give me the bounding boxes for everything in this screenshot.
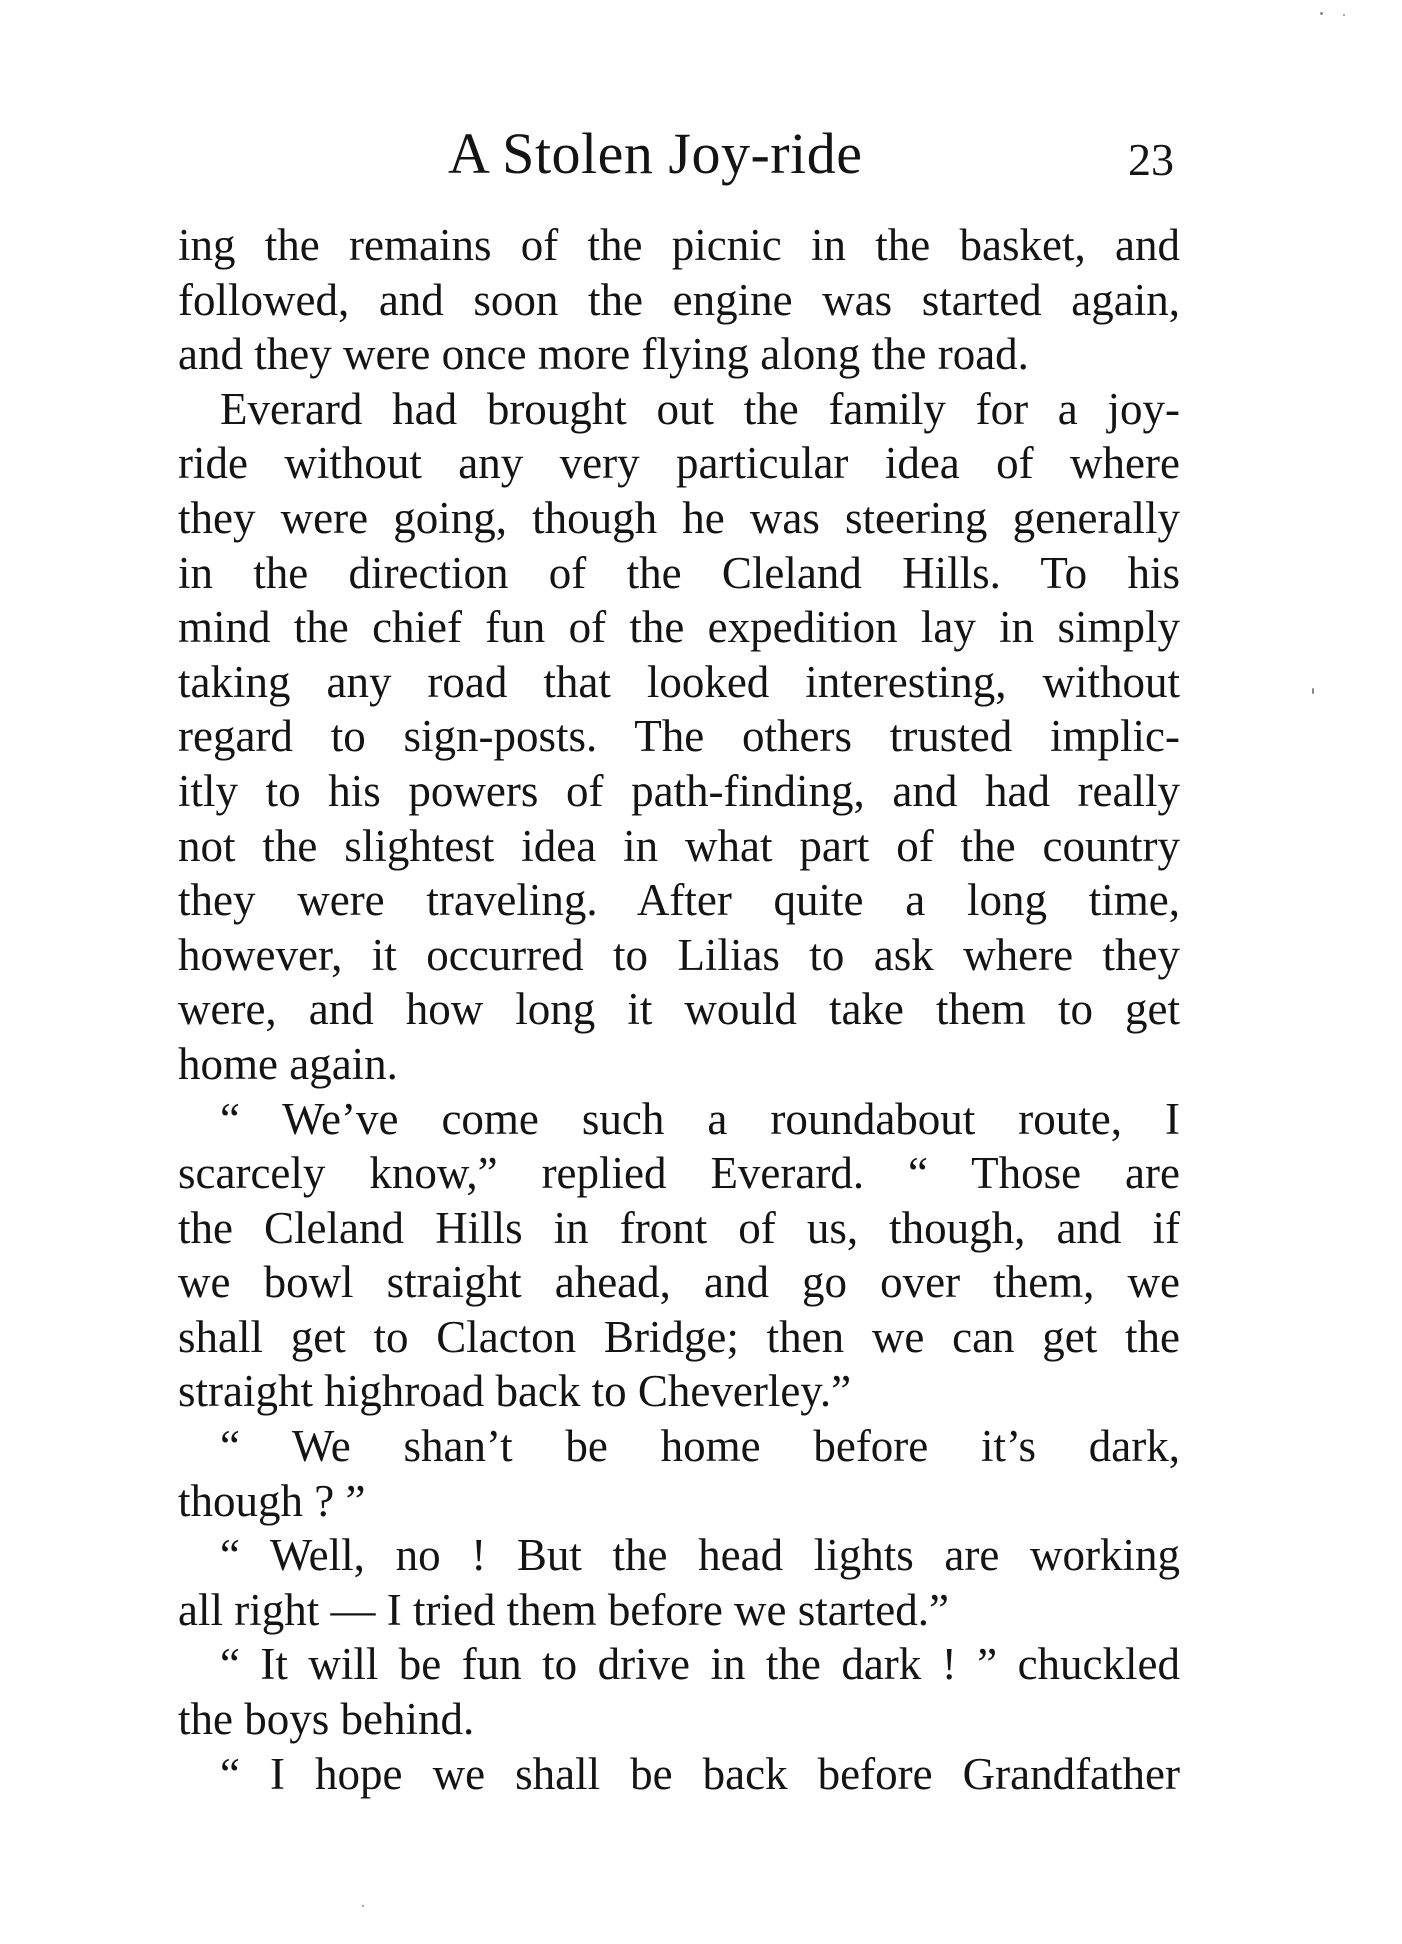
text-line: “ We shan’t be home before it’s dark, <box>220 1421 1180 1472</box>
text-line: shall get to Clacton Bridge; then we can get the <box>178 1311 1180 1362</box>
text-line: the Cleland Hills in front of us, though, and if <box>178 1202 1180 1253</box>
text-line: regard to sign-posts. The others trusted implic- <box>178 711 1180 762</box>
text-line: they were going, though he was steering generally <box>178 492 1180 543</box>
paper-speck <box>1343 14 1345 16</box>
text-line: though ? ” <box>178 1475 366 1526</box>
text-line: not the slightest idea in what part of the country <box>178 820 1180 871</box>
text-line: home again. <box>178 1038 398 1089</box>
text-line: Everard had brought out the family for a joy- <box>220 383 1180 434</box>
text-line: “ Well, no ! But the head lights are working <box>220 1530 1180 1581</box>
paper-speck <box>362 1905 364 1907</box>
text-line: the boys behind. <box>178 1694 475 1745</box>
text-line: scarcely know,” replied Everard. “ Those are <box>178 1148 1180 1199</box>
text-line: however, it occurred to Lilias to ask where they <box>178 929 1180 980</box>
text-line: followed, and soon the engine was started again, <box>178 274 1180 325</box>
text-line: they were traveling. After quite a long time, <box>178 875 1180 926</box>
text-line: “ It will be fun to drive in the dark ! ” chuckled <box>220 1639 1180 1690</box>
running-head <box>178 118 1180 190</box>
text-line: mind the chief fun of the expedition lay in simply <box>178 602 1180 653</box>
text-line: itly to his powers of path-finding, and had really <box>178 765 1180 816</box>
text-line: ride without any very particular idea of where <box>178 438 1180 489</box>
text-line: ing the remains of the picnic in the basket, and <box>178 220 1180 270</box>
paper-speck <box>1320 12 1323 15</box>
text-line: “ We’ve come such a roundabout route, I <box>220 1093 1180 1144</box>
running-title: A Stolen Joy-ride <box>448 121 863 186</box>
text-line: we bowl straight ahead, and go over them, we <box>178 1257 1180 1308</box>
paper-speck <box>1312 688 1314 694</box>
text-line: taking any road that looked interesting, without <box>178 656 1180 707</box>
text-line: “ I hope we shall be back before Grandfather <box>220 1748 1180 1799</box>
text-line: in the direction of the Cleland Hills. To his <box>178 547 1180 598</box>
text-line: straight highroad back to Cheverley.” <box>178 1366 852 1417</box>
body-text <box>178 218 1180 1801</box>
text-line: were, and how long it would take them to get <box>178 984 1180 1035</box>
page-number: 23 <box>1128 134 1174 185</box>
text-line: and they were once more flying along the road. <box>178 329 1029 380</box>
text-line: all right — I tried them before we started.” <box>178 1584 949 1635</box>
